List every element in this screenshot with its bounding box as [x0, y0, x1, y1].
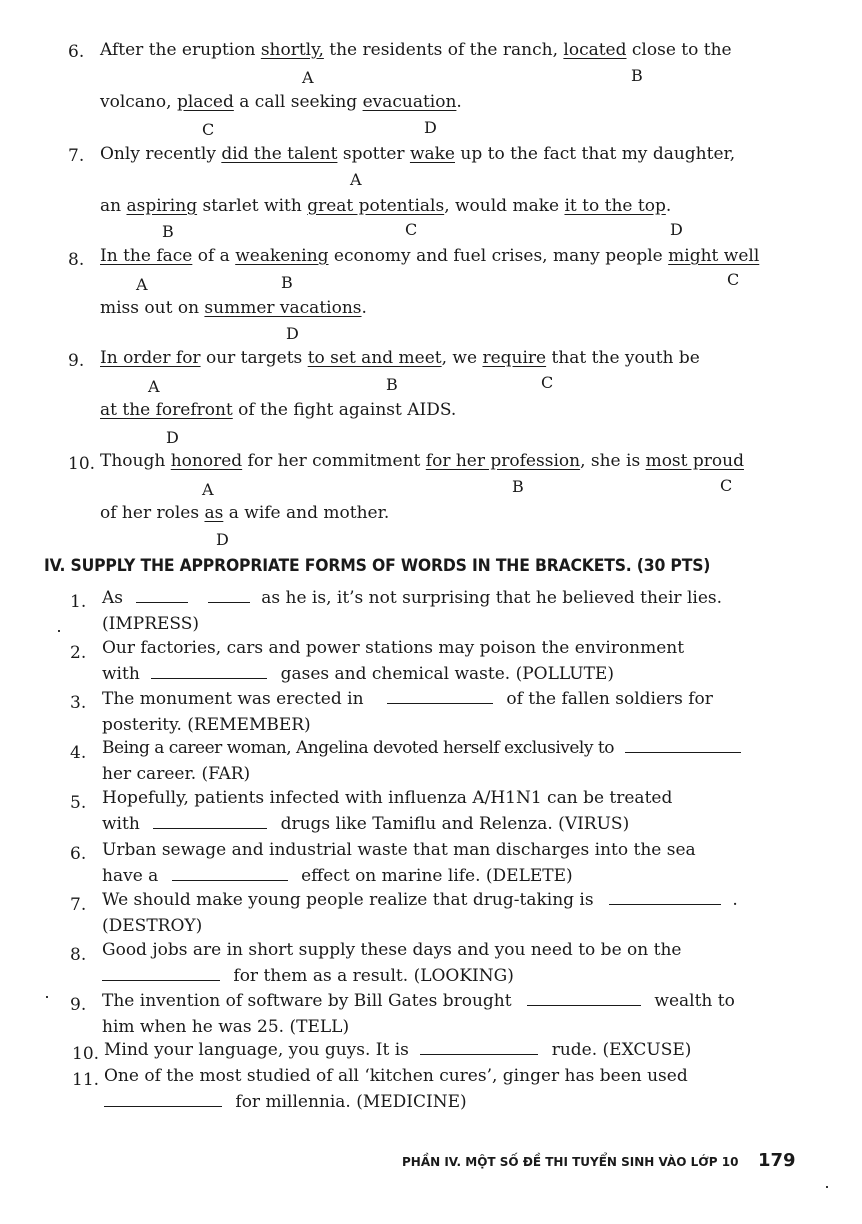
- answer-blank[interactable]: [151, 677, 267, 679]
- item-number: 1.: [70, 592, 87, 612]
- text: with: [102, 814, 140, 834]
- option-letter: A: [350, 170, 362, 189]
- underlined-option: aspiring: [126, 196, 198, 216]
- text: The invention of software by Bill Gates brought: [102, 991, 512, 1011]
- underlined-option: it to the top: [564, 196, 666, 216]
- answer-blank[interactable]: [102, 979, 220, 981]
- option-letter: B: [631, 66, 643, 85]
- question-number: 7.: [68, 146, 85, 166]
- underlined-option: wake: [409, 144, 455, 164]
- item-line: Good jobs are in short supply these days and you need to be on the: [102, 940, 682, 960]
- underlined-option: evacuation: [362, 92, 457, 112]
- text: We should make young people realize that drug-taking is: [102, 890, 594, 910]
- item-line: (IMPRESS): [102, 614, 200, 634]
- option-letter: C: [720, 476, 733, 495]
- text: .: [456, 92, 462, 112]
- item-line: One of the most studied of all ‘kitchen cures’, ginger has been used: [104, 1066, 688, 1086]
- option-letter: D: [286, 324, 299, 343]
- option-letter: C: [202, 120, 215, 139]
- underlined-option: require: [482, 348, 547, 368]
- item-number: 8.: [70, 945, 87, 965]
- option-letter: D: [424, 118, 437, 137]
- underlined-option: as: [204, 503, 224, 523]
- text: starlet with: [197, 196, 308, 216]
- item-line: [102, 966, 514, 986]
- item-line: [102, 991, 735, 1011]
- answer-blank[interactable]: [420, 1053, 538, 1055]
- question-number: 6.: [68, 42, 85, 62]
- item-line: Urban sewage and industrial waste that man discharges into the sea: [102, 840, 696, 860]
- item-line: [102, 738, 741, 758]
- item-line: [104, 1040, 691, 1060]
- answer-blank[interactable]: [172, 879, 288, 881]
- text: for them as a result. (LOOKING): [233, 966, 514, 986]
- option-letter: B: [512, 477, 524, 496]
- text: for millennia. (MEDICINE): [235, 1092, 467, 1112]
- underlined-option: might well: [668, 246, 760, 266]
- speck: [58, 630, 60, 632]
- answer-blank[interactable]: [208, 601, 250, 603]
- item-line: [102, 890, 738, 910]
- text: .: [361, 298, 367, 318]
- section-heading: IV. SUPPLY THE APPROPRIATE FORMS OF WORDS IN THE BRACKETS. (30 PTS): [44, 556, 711, 576]
- item-line: Our factories, cars and power stations may poison the environment: [102, 638, 685, 658]
- text: of a: [192, 246, 236, 266]
- answer-blank[interactable]: [136, 601, 188, 603]
- text: spotter: [337, 144, 410, 164]
- option-letter: C: [541, 373, 554, 392]
- option-letter: D: [670, 220, 683, 239]
- item-line: (DESTROY): [102, 916, 203, 936]
- item-number: 10.: [72, 1044, 100, 1064]
- text: As: [102, 588, 124, 608]
- underlined-option: located: [563, 40, 627, 60]
- text: of the fallen soldiers for: [506, 689, 713, 709]
- text: the residents of the ranch,: [323, 40, 564, 60]
- underlined-option: shortly,: [260, 40, 324, 60]
- text: , we: [441, 348, 483, 368]
- text: Though: [100, 451, 171, 471]
- item-number: 7.: [70, 895, 87, 915]
- text: economy and fuel crises, many people: [328, 246, 669, 266]
- item-line: posterity. (REMEMBER): [102, 715, 311, 735]
- running-footer: PHẦN IV. MỘT SỐ ĐỀ THI TUYỂN SINH VÀO LỚP 10: [402, 1155, 739, 1169]
- item-number: 5.: [70, 793, 87, 813]
- option-letter: B: [281, 273, 293, 292]
- question-line: [100, 451, 744, 471]
- item-line: her career. (FAR): [102, 764, 251, 784]
- question-line: [100, 348, 700, 368]
- text: , would make: [444, 196, 565, 216]
- text: Only recently: [100, 144, 222, 164]
- item-line: Hopefully, patients infected with influenza A/H1N1 can be treated: [102, 788, 673, 808]
- question-line: [100, 144, 735, 164]
- question-line: [100, 400, 456, 420]
- answer-blank[interactable]: [104, 1105, 222, 1107]
- text: .: [665, 196, 672, 216]
- question-line: [100, 503, 389, 523]
- option-letter: A: [302, 68, 314, 87]
- text: a wife and mother.: [223, 503, 390, 523]
- text: of the fight against AIDS.: [232, 400, 457, 420]
- item-number: 6.: [70, 844, 87, 864]
- text: Being a career woman, Angelina devoted herself exclusively to: [102, 738, 614, 758]
- item-line: him when he was 25. (TELL): [102, 1017, 350, 1037]
- text: .: [732, 890, 738, 910]
- option-letter: A: [148, 377, 160, 396]
- text: for her commitment: [242, 451, 426, 471]
- answer-blank[interactable]: [609, 903, 721, 905]
- text: of her roles: [100, 503, 205, 523]
- underlined-option: at the forefront: [100, 400, 233, 420]
- item-number: 4.: [70, 743, 87, 763]
- underlined-option: summer vacations: [204, 298, 362, 318]
- text: a call seeking: [233, 92, 363, 112]
- item-number: 11.: [72, 1070, 100, 1090]
- answer-blank[interactable]: [527, 1004, 641, 1006]
- text: gases and chemical waste. (POLLUTE): [280, 664, 614, 684]
- question-number: 10.: [68, 454, 96, 474]
- answer-blank[interactable]: [625, 751, 741, 753]
- text: volcano,: [100, 92, 177, 112]
- option-letter: B: [162, 222, 174, 241]
- text: , she is: [580, 451, 646, 471]
- text: that the youth be: [546, 348, 700, 368]
- text: an: [100, 196, 127, 216]
- text: After the eruption: [100, 40, 261, 60]
- underlined-option: did the talent: [221, 144, 338, 164]
- text: rude. (EXCUSE): [551, 1040, 692, 1060]
- item-number: 9.: [70, 995, 87, 1015]
- item-line: [102, 814, 629, 834]
- option-letter: A: [202, 480, 214, 499]
- question-line: [100, 196, 671, 216]
- option-letter: D: [166, 428, 179, 447]
- underlined-option: for her profession: [425, 451, 581, 471]
- text: as he is, it’s not surprising that he believed their lies.: [261, 588, 723, 608]
- text: with: [102, 664, 140, 684]
- speck: [46, 996, 48, 998]
- underlined-option: placed: [176, 92, 234, 112]
- text: drugs like Tamiflu and Relenza. (VIRUS): [280, 814, 630, 834]
- question-number: 8.: [68, 250, 85, 270]
- page-number: 179: [758, 1150, 796, 1171]
- text: wealth to: [654, 991, 735, 1011]
- answer-blank[interactable]: [153, 827, 267, 829]
- text: close to the: [626, 40, 732, 60]
- text: up to the fact that my daughter,: [455, 144, 736, 164]
- item-line: [104, 1092, 467, 1112]
- item-number: 2.: [70, 643, 87, 663]
- item-number: 3.: [70, 693, 87, 713]
- speck: [826, 1186, 828, 1188]
- text: miss out on: [100, 298, 205, 318]
- option-letter: C: [727, 270, 740, 289]
- question-line: [100, 298, 367, 318]
- question-line: [100, 246, 759, 266]
- option-letter: B: [386, 375, 398, 394]
- underlined-option: honored: [170, 451, 243, 471]
- option-letter: C: [405, 220, 418, 239]
- answer-blank[interactable]: [387, 702, 493, 704]
- option-letter: A: [136, 275, 148, 294]
- underlined-option: great potentials: [307, 196, 445, 216]
- item-line: [102, 664, 614, 684]
- underlined-option: weakening: [235, 246, 329, 266]
- text: have a: [102, 866, 159, 886]
- item-line: [102, 866, 573, 886]
- underlined-option: In the face: [100, 246, 193, 266]
- item-line: [102, 588, 722, 608]
- item-line: [102, 689, 713, 709]
- text: Mind your language, you guys. It is: [104, 1040, 409, 1060]
- option-letter: D: [216, 530, 229, 549]
- question-number: 9.: [68, 351, 85, 371]
- text: The monument was erected in: [102, 689, 364, 709]
- text: effect on marine life. (DELETE): [301, 866, 573, 886]
- underlined-option: most proud: [645, 451, 744, 471]
- underlined-option: In order for: [100, 348, 201, 368]
- text: our targets: [200, 348, 308, 368]
- underlined-option: to set and meet: [307, 348, 442, 368]
- question-line: [100, 40, 732, 60]
- question-line: [100, 92, 462, 112]
